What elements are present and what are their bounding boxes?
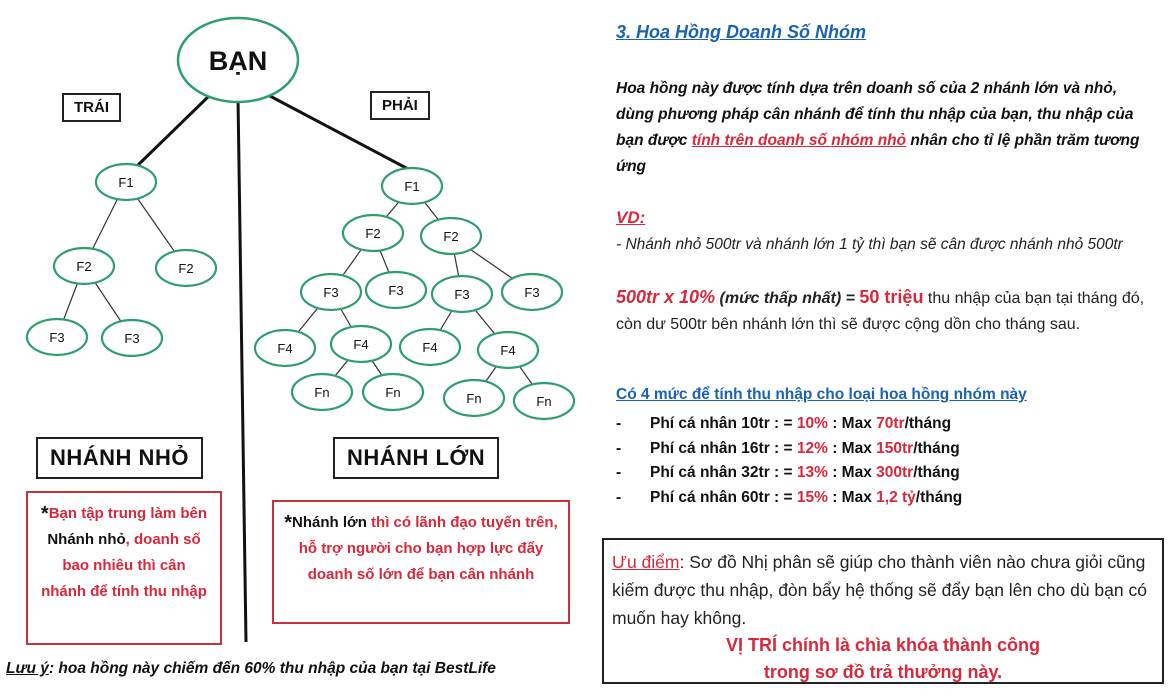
advantage-text (612, 548, 1154, 632)
large-note-part1: Nhánh lớn (292, 514, 367, 531)
levels-title: Có 4 mức để tính thu nhập cho loại hoa hồng nhóm này (616, 386, 1027, 403)
level-fee: Phí cá nhân 32tr : = (650, 464, 797, 481)
small-note-part3: , doanh số bao nhiêu thì cân nhánh để tính thu nhập (41, 531, 207, 600)
tree-node-f3 (432, 276, 492, 312)
node-label: F4 (353, 337, 369, 352)
tree-node-f4 (255, 330, 315, 366)
tree-node-fn (292, 374, 352, 410)
node-label: Fn (536, 394, 552, 409)
tree-node-fn (363, 374, 423, 410)
intro-highlight: tính trên doanh số nhóm nhỏ (691, 132, 907, 149)
advantage-emphasis-1: VỊ TRÍ chính là chìa khóa thành công (725, 635, 1041, 655)
large-branch-note (272, 500, 570, 624)
footer-note (6, 660, 496, 678)
level-unit: /tháng (913, 464, 960, 481)
node-label: F3 (524, 285, 540, 300)
tree-node-fn (514, 383, 574, 419)
level-fee: Phí cá nhân 10tr : = (650, 415, 797, 432)
level-unit: /tháng (913, 439, 960, 457)
level-percent: 10% (796, 415, 828, 432)
node-label: F4 (500, 343, 516, 358)
node-label: F3 (323, 285, 339, 300)
level-max-label: : Max (827, 488, 877, 506)
calc-rest: thu nhập của bạn tại tháng đó, còn dư 500tr bên nhánh lớn thì sẽ được cộng dồn cho tháng sau. (616, 290, 1145, 333)
tree-node-f3 (301, 274, 361, 310)
node-label: F3 (454, 287, 470, 302)
tree-node-f4 (400, 329, 460, 365)
root-label: BẠN (208, 46, 268, 76)
advantage-label: Ưu điểm (612, 552, 680, 572)
tree-node-f3 (502, 274, 562, 310)
level-max-label: : Max (827, 464, 877, 481)
node-label: F4 (422, 340, 438, 355)
tree-node-fn (444, 380, 504, 416)
note-star: * (40, 503, 49, 525)
node-label: F1 (404, 179, 420, 194)
large-branch-title: NHÁNH LỚN (333, 437, 499, 479)
level-dash: - (616, 439, 622, 457)
trunk-left (137, 95, 210, 166)
level-max: 300tr (876, 464, 914, 481)
tree-node-f2 (156, 250, 216, 286)
node-label: F3 (124, 331, 140, 346)
node-label: F2 (76, 259, 92, 274)
level-max: 150tr (876, 439, 914, 457)
level-unit: /tháng (904, 415, 952, 432)
example-label: VD: (616, 208, 646, 227)
level-percent: 12% (796, 439, 828, 457)
tree-node-f3 (102, 320, 162, 356)
tree-node-f1 (382, 168, 442, 204)
small-note-part2: Nhánh nhỏ (47, 531, 126, 548)
intro-part1: Hoa hồng này được tính dựa trên doanh số của 2 nhánh lớn và nhỏ, dùng phương pháp cân nhánh để tính thu nhập của bạn, thu nhập của bạn được (616, 80, 1134, 149)
footer-text: : hoa hồng này chiếm đến 60% thu nhập của bạn tại BestLife (48, 660, 496, 677)
right-label: PHẢI (370, 91, 430, 120)
level-item (616, 437, 1136, 462)
note-star: * (284, 512, 293, 534)
tree-node-f3 (366, 272, 426, 308)
advantage-body: : Sơ đồ Nhị phân sẽ giúp cho thành viên nào chưa giỏi cũng kiếm được thu nhập, đòn bẩy hệ thống sẽ đẩy bạn lên cho dù bạn có muốn hay không. (612, 552, 1147, 628)
calc-paren: (mức thấp nhất) = (715, 290, 860, 307)
level-unit: /tháng (915, 488, 963, 506)
left-label: TRÁI (62, 93, 121, 122)
level-max-label: : Max (827, 439, 877, 457)
tree-nodes (27, 164, 574, 419)
example-text: - Nhánh nhỏ 500tr và nhánh lớn 1 tỷ thì bạn sẽ cân được nhánh nhỏ 500tr (616, 236, 1123, 253)
level-item (616, 412, 1136, 437)
node-label: F2 (178, 261, 194, 276)
level-dash: - (616, 488, 622, 506)
calc-result: 50 triệu (859, 287, 924, 307)
trunk-center (238, 98, 246, 642)
intro-part2: nhân cho tỉ lệ phần trăm tương ứng (616, 132, 1140, 175)
level-item (616, 461, 1136, 486)
node-label: Fn (314, 385, 330, 400)
section-title: 3. Hoa Hồng Doanh Số Nhóm (616, 22, 866, 42)
small-branch-note (26, 491, 222, 645)
example-calc (616, 284, 1161, 338)
section-intro (616, 76, 1156, 180)
level-max: 70tr (876, 415, 905, 432)
node-label: F3 (388, 283, 404, 298)
root-node (178, 18, 298, 102)
advantage-box (602, 538, 1164, 684)
levels-list (616, 412, 1136, 510)
tree-node-f2 (54, 248, 114, 284)
tree-node-f4 (478, 332, 538, 368)
tree-node-f2 (421, 218, 481, 254)
tree-node-f4 (331, 326, 391, 362)
tree-node-f2 (343, 215, 403, 251)
calc-formula: 500tr x 10% (616, 287, 716, 307)
footer-label: Lưu ý (6, 660, 49, 677)
level-fee: Phí cá nhân 16tr : = (650, 439, 797, 457)
level-fee: Phí cá nhân 60tr : = (650, 488, 797, 506)
level-max: 1,2 tỷ (876, 488, 916, 506)
node-label: F4 (277, 341, 293, 356)
node-label: F2 (443, 229, 459, 244)
level-dash: - (616, 464, 622, 481)
tree-node-f3 (27, 319, 87, 355)
advantage-emphasis-2: trong sơ đồ trả thưởng này. (763, 662, 1003, 682)
node-label: F3 (49, 330, 65, 345)
large-note-part2: thì có lãnh đạo tuyến trên, hỗ trợ người cho bạn hợp lực đẩy doanh số lớn để bạn cân nhánh (298, 514, 558, 583)
level-max-label: : Max (827, 415, 877, 432)
small-note-part1: Bạn tập trung làm bên (48, 505, 208, 522)
level-percent: 13% (796, 464, 828, 481)
node-label: Fn (466, 391, 482, 406)
level-percent: 15% (796, 488, 828, 506)
level-item (616, 486, 1136, 511)
tree-node-f1 (96, 164, 156, 200)
node-label: F1 (118, 175, 134, 190)
small-branch-title: NHÁNH NHỎ (36, 437, 203, 479)
node-label: Fn (385, 385, 401, 400)
level-dash: - (616, 415, 622, 432)
node-label: F2 (365, 226, 381, 241)
